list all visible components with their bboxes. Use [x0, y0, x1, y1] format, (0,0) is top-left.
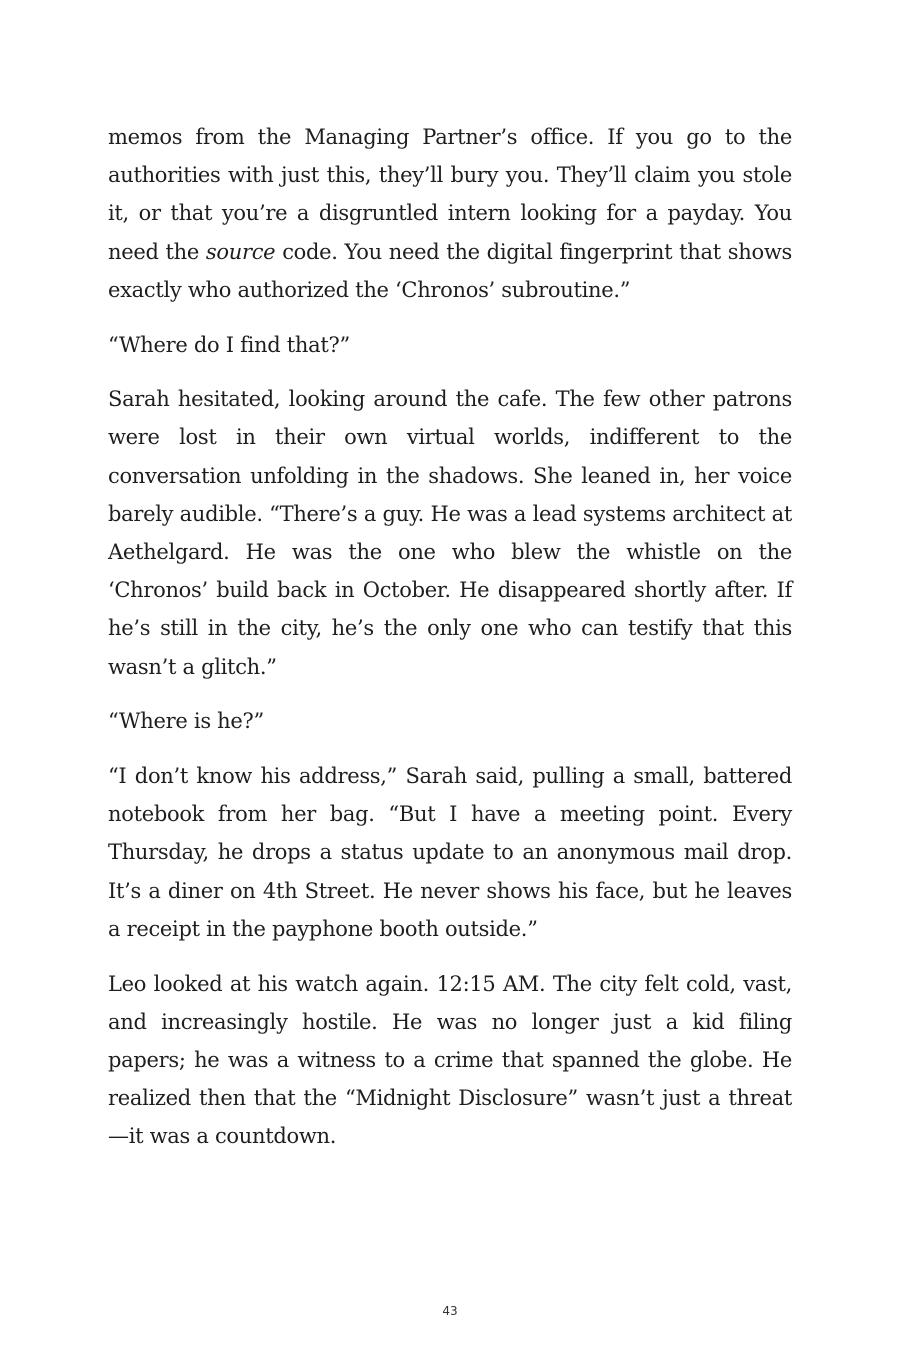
text-segment: “Where is he?” — [108, 709, 264, 734]
paragraph — [108, 380, 792, 686]
text-segment: memos from the Managing Partner’s office. If you go to the authorities with just this, they’ll bury you. They’ll claim you stole it, or that you’re a disgruntled intern looking for a payday. You need the — [108, 125, 792, 264]
text-segment: “I don’t know his address,” Sarah said, pulling a small, battered notebook from her bag. “But I have a meeting point. Every Thursday, he drops a status update to an anonymous mail drop. It’s a diner on 4th Street. He never shows his face, but he leaves a receipt in the payphone booth outside.” — [108, 764, 792, 941]
text-segment: “Where do I find that?” — [108, 332, 350, 357]
paragraph — [108, 118, 792, 309]
paragraph — [108, 702, 792, 740]
text-segment: code. You need the digital fingerprint that shows exactly who authorized the ‘Chronos’ subroutine.” — [108, 239, 792, 302]
body-text — [108, 118, 792, 1172]
page-number: 43 — [442, 1304, 458, 1318]
paragraph — [108, 965, 792, 1156]
paragraph — [108, 326, 792, 364]
paragraph — [108, 757, 792, 948]
text-segment: Leo looked at his watch again. 12:15 AM. The city felt cold, vast, and increasingly hostile. He was no longer just a kid filing papers; he was a witness to a crime that spanned the globe. He realized then that the “Midnight Disclosure” wasn’t just a threat —it was a countdown. — [108, 971, 792, 1149]
emphasized-word: source — [205, 239, 276, 264]
text-segment: Sarah hesitated, looking around the cafe. The few other patrons were lost in their own virtual worlds, indifferent to the conversation unfolding in the shadows. She leaned in, her voice barely audible. “There’s a guy. He was a lead systems architect at Aethelgard. He was the one who blew the whistle on the ‘Chronos’ build back in October. He disappeared shortly after. If he’s still in the city, he’s the only one who can testify that this wasn’t a glitch.” — [108, 387, 792, 679]
